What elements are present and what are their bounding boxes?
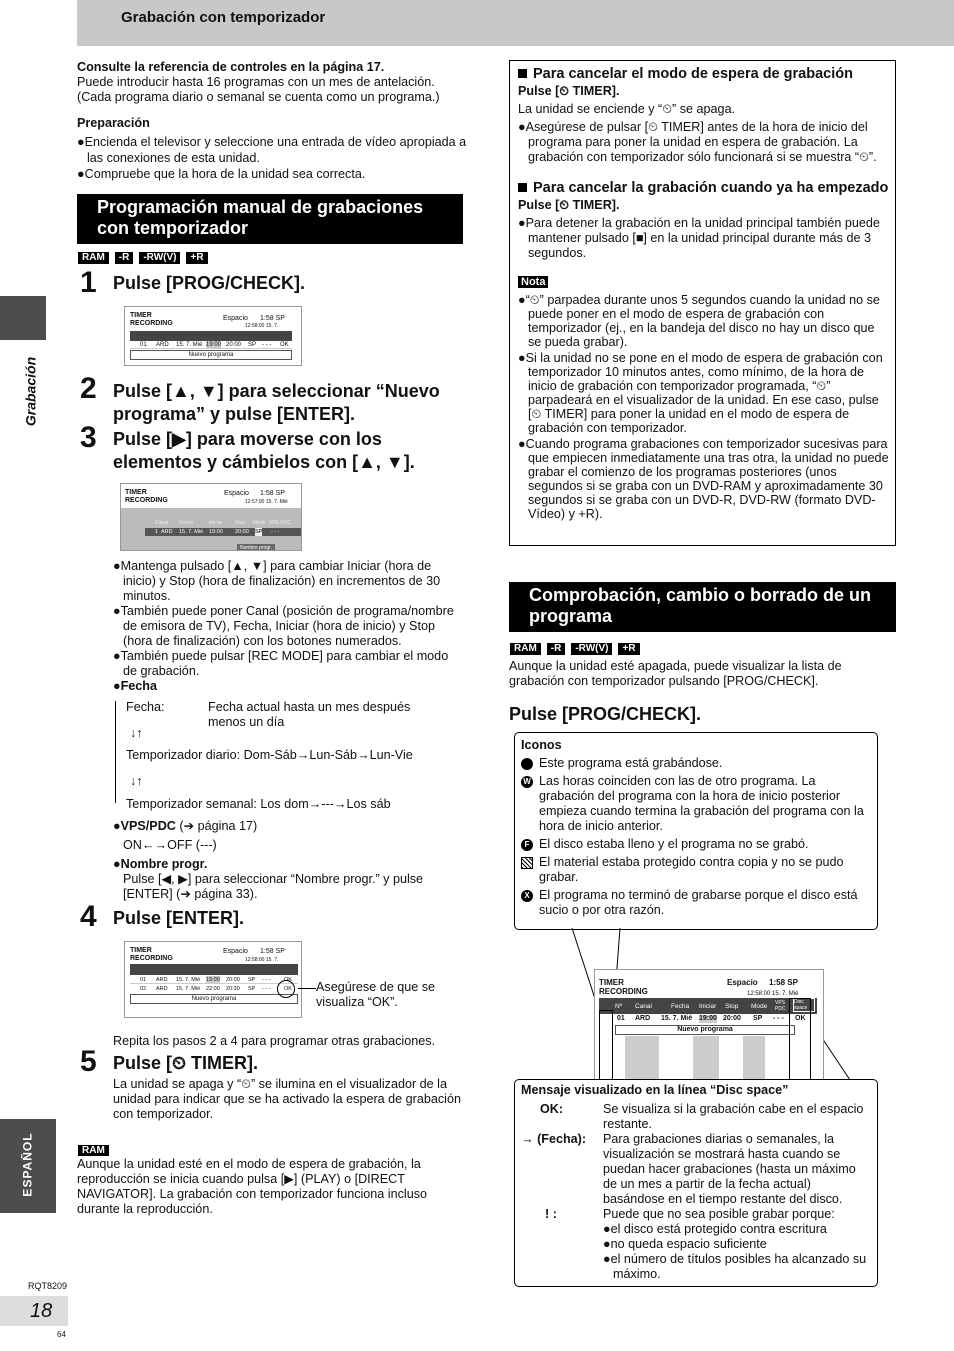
arrow-updown-2: ↓↑ xyxy=(130,774,143,788)
cancel1-pulse: Pulse [⏲ TIMER]. xyxy=(518,84,620,98)
icons-box xyxy=(514,732,878,930)
fecha-title: ●Fecha xyxy=(113,679,158,693)
intro-line2: (Cada programa diario o semanal se cuenta como un programa.) xyxy=(77,90,440,104)
header-title: Grabación con temporizador xyxy=(121,9,326,26)
step-3-number: 3 xyxy=(80,421,97,454)
ram-text: Aunque la unidad esté en el modo de espera de grabación, la reproducción se inicia cuando pulsa [▶] (PLAY) o [DIRECT NAVIGATOR]. La grabación con temporizador funciona incluso durante la reproducción. xyxy=(77,1157,428,1216)
nota-2: ●Si la unidad no se pone en el modo de espera de grabación con temporizador 10 minutos antes, como mínimo, de la hora de inicio de grabación con temporizador programada, “⏲” parpadeará en el visualizador de la unidad. En ese caso, pulse [⏲ TIMER] para poner la unidad en el modo de espera de grabación con temporizador. xyxy=(518,351,883,435)
page-number: 18 xyxy=(30,1300,53,1322)
nota-1: ●“⏲” parpadea durante unos 5 segundos cuando la unidad no se puede poner en el modo de espera de grabación con temporizador (ej., en la bandeja del disco no hay un disco que se pueda grabar). xyxy=(518,293,880,349)
icon-row-5: X El programa no terminó de grabarse porque el disco está sucio o por otra razón. xyxy=(521,888,873,918)
step-2-text: Pulse [▲, ▼] para seleccionar “Nuevo programa” y pulse [ENTER]. xyxy=(113,381,440,424)
step-3-text: Pulse [▶] para moverse con los elementos y cámbielos con [▲, ▼]. xyxy=(113,429,415,472)
arrow-updown-1: ↓↑ xyxy=(130,726,143,740)
disc-badges-1: RAM -R -RW(V) +R xyxy=(78,252,208,264)
step-2-number: 2 xyxy=(80,372,97,405)
step-3-notes xyxy=(113,559,465,694)
step-4-number: 4 xyxy=(80,900,97,933)
nota-3: ●Cuando programa grabaciones con temporizador sucesivas para que empiecen inmediatamente una tras otra, la unidad no puede grabar el comienzo de los programas posteriores (unos segundos si se graba con un DVD-RAM y aproximadamente 30 segundos si se graba con un DVD-R, DVD-RW (formato DVD-Vídeo) y +R). xyxy=(518,437,889,521)
disc-full-icon: F xyxy=(521,839,533,851)
recording-icon xyxy=(521,758,533,770)
callout-line xyxy=(298,988,316,989)
s3-bullet-3: ●También puede pulsar [REC MODE] para cambiar el modo de grabación. xyxy=(113,649,449,678)
step-1-number: 1 xyxy=(80,266,97,299)
step-5-number: 5 xyxy=(80,1045,97,1078)
cancel2-title: Para cancelar la grabación cuando ya ha empezado xyxy=(518,180,890,197)
side-tab xyxy=(0,296,46,340)
disc-ok-row: OK: Se visualiza si la grabación cabe en el espacio restante. xyxy=(540,1102,864,1131)
disc-badges-2: RAM -R -RW(V) +R xyxy=(510,643,640,655)
step-5-text: Pulse [⏲ TIMER]. xyxy=(113,1053,259,1073)
step-4-text: Pulse [ENTER]. xyxy=(113,908,245,928)
s4-note: Asegúrese de que se visualiza “OK”. xyxy=(316,980,436,1009)
disc-excl-row: ! : Puede que no sea posible grabar porque: ●el disco está protegido contra escritura ●no queda espacio suficiente ●el número de títulos posibles ha alcanzado su máximo. xyxy=(545,1207,867,1281)
s3-bullet-1: ●Mantenga pulsado [▲, ▼] para cambiar Iniciar (hora de inicio) y Stop (hora de finalización) en incrementos de 30 minutos. xyxy=(113,559,441,603)
repeat-text: Repita los pasos 2 a 4 para programar otras grabaciones. xyxy=(113,1034,436,1048)
cancel1-title: Para cancelar el modo de espera de grabación xyxy=(518,66,890,83)
fecha-label: Fecha: xyxy=(126,700,165,714)
cancel2-pulse: Pulse [⏲ TIMER]. xyxy=(518,198,620,212)
fecha-desc: Fecha actual hasta un mes después menos un día xyxy=(208,700,411,729)
timer-screen-2: TIMER RECORDING Espacio 1:58 SP 12:57:00 15. 7. Mié Canal Fecha Iniciar Stop Mode VPS PDC 1 ARD 15. 7. Mié 19:00 20:00 SP - - - Nombre progr. xyxy=(120,483,302,551)
fecha-semanal: Temporizador semanal: Los dom→---→Los sáb xyxy=(126,797,391,811)
footer-sub: 64 xyxy=(57,1330,66,1339)
language-tab: ESPAÑOL xyxy=(0,1119,56,1213)
intro xyxy=(77,60,467,182)
prep-bullet-1: ●Encienda el televisor y seleccione una entrada de vídeo apropiada a las conexiones de esta unidad. xyxy=(77,135,467,165)
s3-bullet-2: ●También puede poner Canal (posición de programa/nombre de emisora de TV), Fecha, Iniciar (hora de inicio) y Stop (hora de finalización) con los botones numerados. xyxy=(113,604,454,648)
intro-ref: Consulte la referencia de controles en la página 17. xyxy=(77,60,385,74)
timer-screen-4: TIMER RECORDING Espacio 1:58 SP 12:58:00 15. 7. Mié Nº Canal Fecha Iniciar Stop Mode VPS PDC Disc space 01 ARD 15. 7. Mié 19:00 20:00 SP - - - OK Nuevo programa xyxy=(594,969,824,1081)
overlap-icon: W xyxy=(521,776,533,788)
step-1-text: Pulse [PROG/CHECK]. xyxy=(113,273,306,293)
page-number-box xyxy=(0,1296,68,1326)
vps-nombre: ●VPS/PDC (➔ página 17) ON←→OFF (---) ●Nombre progr. Pulse [◀, ▶] para seleccionar “Nombre progr.” y pulse [ENTER] (➔ página 33). xyxy=(113,819,424,901)
icon-row-3: F El disco estaba lleno y el programa no se grabó. xyxy=(521,837,873,852)
intro-line1: Puede introducir hasta 16 programas con un mes de antelación. xyxy=(77,75,435,89)
disc-title: Mensaje visualizado en la línea “Disc space” xyxy=(521,1083,789,1097)
cancel-box xyxy=(509,60,896,546)
fecha-bracket xyxy=(115,701,121,803)
cancel1-line: La unidad se enciende y “⏲” se apaga. xyxy=(518,102,736,116)
timer-screen-3: TIMER RECORDING Espacio 1:58 SP 12:58:00 15. 7. 01 ARD 15. 7. Mié 19:00 20:00 SP - - - OK 02 ARD 15. 7. Mié 22:00 20:30 SP - - - OK Nuevo programa xyxy=(124,941,302,1018)
timer-screen-1: TIMER RECORDING Espacio 1:58 SP 12:58:00 15. 7. 01 ARD 15. 7. Mié 19:00 20:00 SP - - - OK Nuevo programa xyxy=(124,306,302,366)
sec2-pulse: Pulse [PROG/CHECK]. xyxy=(509,704,702,724)
disc-fecha-row: → (Fecha): Para grabaciones diarias o semanales, la visualización se mostrará hasta cuando se puedan hacer grabaciones (hasta un máximo de un mes a partir de la fecha actual) basándose en el tiempo restante del disco. xyxy=(521,1132,856,1206)
copy-protected-icon xyxy=(521,857,533,869)
icon-row-1: Este programa está grabándose. xyxy=(521,756,873,771)
incomplete-icon: X xyxy=(521,890,533,902)
footer-code: RQT8209 xyxy=(28,1281,68,1291)
icon-row-4: El material estaba protegido contra copia y no se pudo grabar. xyxy=(521,855,873,885)
section-title-1: Programación manual de grabaciones con temporizador xyxy=(77,194,463,244)
sec2-text: Aunque la unidad esté apagada, puede visualizar la lista de grabación con temporizador pulsando [PROG/CHECK]. xyxy=(509,659,842,688)
cancel1-bullet: ●Asegúrese de pulsar [⏲ TIMER] antes de la hora de inicio del programa para poner la unidad en espera de grabación. La grabación con temporizador sólo funcionará si se muestra “⏲”. xyxy=(518,120,877,164)
side-label: Grabación xyxy=(22,356,39,427)
nota-label: Nota xyxy=(518,274,890,289)
prep-bullet-2: ●Compruebe que la hora de la unidad sea correcta. xyxy=(77,167,366,181)
icons-title: Iconos xyxy=(521,738,562,752)
header-bar xyxy=(77,0,954,46)
step-5-desc: La unidad se apaga y “⏲” se ilumina en el visualizador de la unidad para indicar que se ha activado la espera de grabación con temporizador. xyxy=(113,1077,461,1121)
disc-space-box xyxy=(514,1079,878,1287)
fecha-diario: Temporizador diario: Dom-Sáb→Lun-Sáb→Lun-Vie xyxy=(126,748,413,762)
icon-row-2: W Las horas coinciden con las de otro programa. La grabación del programa con la hora de inicio posterior empieza cuando termina la grabación del programa con la hora de inicio anterior. xyxy=(521,774,873,834)
ram-badge: RAM xyxy=(78,1142,109,1157)
cancel2-bullet: ●Para detener la grabación en la unidad principal también puede mantener pulsado [■] en la unidad principal durante más de 3 segundos. xyxy=(518,216,880,260)
prep-title: Preparación xyxy=(77,116,150,130)
section-title-2: Comprobación, cambio o borrado de un programa xyxy=(509,582,896,632)
